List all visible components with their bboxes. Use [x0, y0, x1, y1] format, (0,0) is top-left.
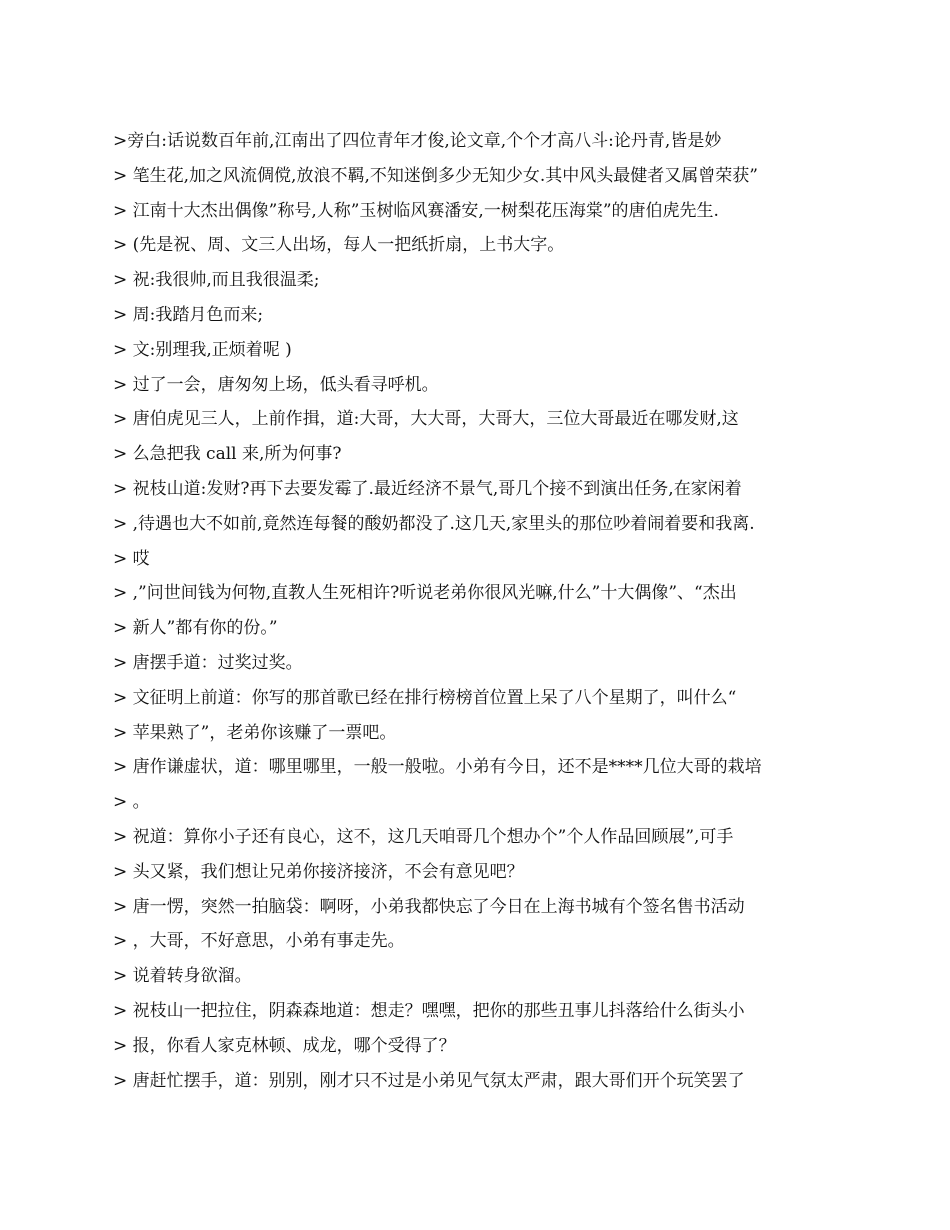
- text-line: > 笔生花,加之风流倜傥,放浪不羁,不知迷倒多少无知少女.其中风头最健者又属曾荣获”: [113, 165, 758, 186]
- text-line: > 江南十大杰出偶像”称号,人称”玉树临风赛潘安,一树梨花压海棠”的唐伯虎先生.: [113, 200, 719, 221]
- text-line: > 报，你看人家克林顿、成龙，哪个受得了？: [113, 1035, 456, 1056]
- text-line: > 祝枝山一把拉住，阴森森地道：想走？嘿嘿，把你的那些丑事儿抖落给什么街头小: [113, 1000, 745, 1021]
- text-line: > 么急把我 call 来,所为何事?: [113, 444, 342, 465]
- text-line: > 祝道：算你小子还有良心，这不，这几天咱哥几个想办个”个人作品回顾展”,可手: [113, 826, 734, 847]
- text-line: > 说着转身欲溜。: [113, 966, 252, 987]
- text-line: > 文:别理我,正烦着呢 ): [113, 339, 292, 360]
- text-line: > 唐赶忙摆手，道：别别，刚才只不过是小弟见气氛太严肃，跟大哥们开个玩笑罢了: [113, 1070, 745, 1091]
- text-line: >旁白:话说数百年前,江南出了四位青年才俊,论文章,个个才高八斗:论丹青,皆是妙: [113, 131, 722, 151]
- text-line: > 祝:我很帅,而且我很温柔;: [113, 270, 320, 291]
- text-line: > 过了一会，唐匆匆上场，低头看寻呼机。: [113, 374, 439, 395]
- text-line: > 祝枝山道:发财?再下去要发霉了.最近经济不景气,哥几个接不到演出任务,在家闲着: [113, 478, 742, 499]
- text-line: > ,”问世间钱为何物,直教人生死相许?听说老弟你很风光嘛,什么”十大偶像”、“杰出: [113, 583, 737, 604]
- text-line: > 。: [113, 792, 150, 813]
- text-line: > ，大哥，不好意思，小弟有事走先。: [113, 931, 405, 952]
- text-line: > 唐摆手道：过奖过奖。: [113, 652, 303, 673]
- text-line: > 文征明上前道：你写的那首歌已经在排行榜榜首位置上呆了八个星期了，叫什么“: [113, 687, 737, 708]
- text-line: > 唐伯虎见三人，上前作揖，道:大哥，大大哥，大哥大，三位大哥最近在哪发财,这: [113, 409, 739, 430]
- script-text-block: [113, 124, 833, 1098]
- text-line: > 苹果熟了”，老弟你该赚了一票吧。: [113, 722, 397, 743]
- text-line: > 唐一愣，突然一拍脑袋：啊呀，小弟我都快忘了今日在上海书城有个签名售书活动: [113, 896, 745, 917]
- text-line: > 哎: [113, 548, 150, 569]
- text-line: > (先是祝、周、文三人出场，每人一把纸折扇，上书大字。: [113, 235, 565, 256]
- text-line: > 新人”都有你的份。”: [113, 618, 278, 639]
- text-line: > ,待遇也大不如前,竟然连每餐的酸奶都没了.这几天,家里头的那位吵着闹着要和我离.: [113, 513, 755, 534]
- text-line: > 周:我踏月色而来;: [113, 304, 264, 325]
- text-line: > 唐作谦虚状，道：哪里哪里，一般一般啦。小弟有今日，还不是****几位大哥的栽培: [113, 757, 762, 778]
- text-line: > 头又紧，我们想让兄弟你接济接济，不会有意见吧？: [113, 861, 524, 882]
